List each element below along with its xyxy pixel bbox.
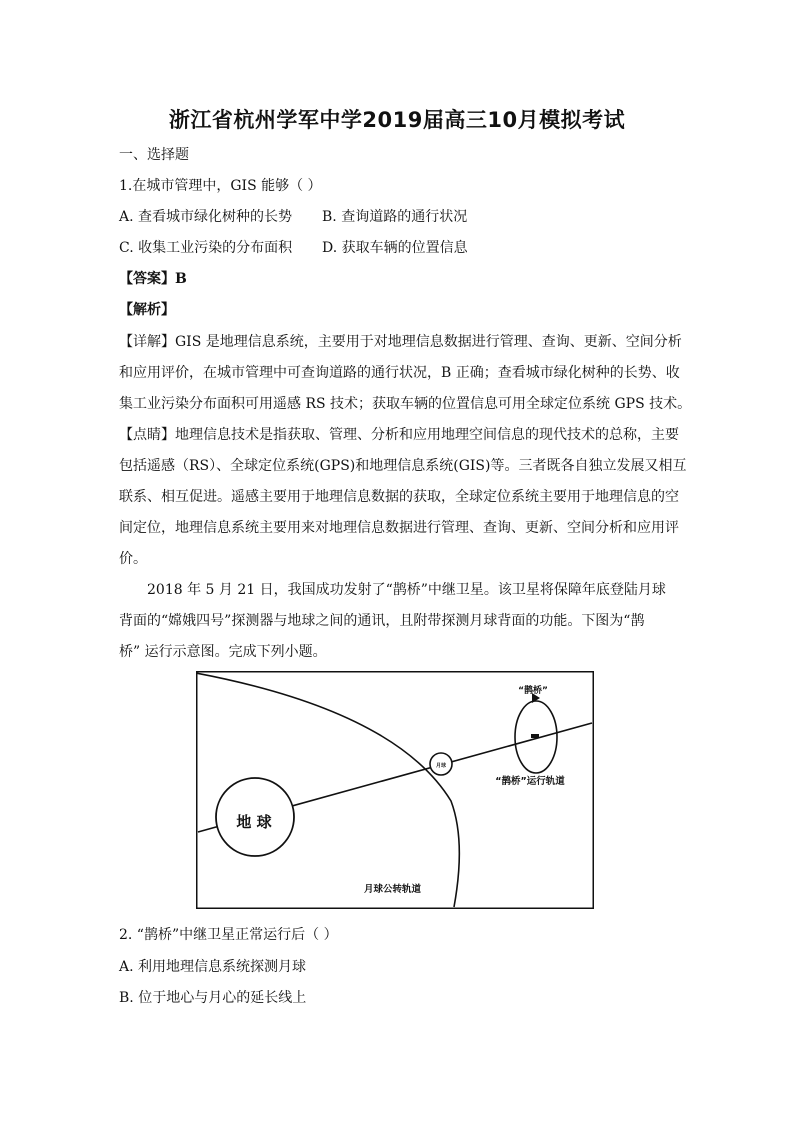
q1-detail-line-1: 【详解】GIS 是地理信息系统，主要用于对地理信息数据进行管理、查询、更新、空间分析 [119, 334, 682, 350]
q1-option-a: A. 查看城市绿化树种的长势 [119, 209, 293, 225]
q1-tip-line-5: 价。 [119, 551, 147, 567]
q1-detail-line-3: 集工业污染分布面积可用遥感 RS 技术；获取车辆的位置信息可用全球定位系统 GPS 技术。 [119, 396, 692, 412]
q2-stem: 2. “鹊桥”中继卫星正常运行后（ ） [119, 927, 338, 943]
satellite-marker [531, 734, 539, 738]
q1-option-d: D. 获取车辆的位置信息 [322, 240, 468, 256]
section-heading: 一、选择题 [119, 147, 189, 163]
queqiao-orbit-diagram [196, 671, 594, 909]
q1-tip-line-4: 间定位，地理信息系统主要用来对地理信息数据进行管理、查询、更新、空间分析和应用评 [119, 520, 679, 536]
satellite-label: “鹊桥” [518, 686, 548, 696]
q1-answer: 【答案】B [119, 271, 187, 287]
q1-option-c: C. 收集工业污染的分布面积 [119, 240, 293, 256]
q1-tip-line-1: 【点睛】地理信息技术是指获取、管理、分析和应用地理空间信息的现代技术的总称，主要 [119, 427, 679, 443]
passage-line-3: 桥” 运行示意图。完成下列小题。 [119, 644, 327, 660]
q1-detail-line-2: 和应用评价，在城市管理中可查询道路的通行状况，B 正确；查看城市绿化树种的长势、收 [119, 365, 680, 381]
q1-stem: 1.在城市管理中，GIS 能够（ ） [119, 178, 322, 194]
document-title: 浙江省杭州学军中学2019届高三10月模拟考试 [168, 108, 626, 132]
satellite-orbit-label: “鹊桥”运行轨道 [495, 776, 565, 787]
q1-option-b: B. 查询道路的通行状况 [322, 209, 468, 225]
q1-analysis-heading: 【解析】 [119, 302, 175, 318]
q2-option-a: A. 利用地理信息系统探测月球 [119, 959, 307, 975]
moon-label: 月球 [435, 763, 447, 769]
moon-orbit-label: 月球公转轨道 [364, 884, 422, 895]
q1-tip-line-3: 联系、相互促进。遥感主要用于地理信息数据的获取，全球定位系统主要用于地理信息的空 [119, 489, 679, 505]
earth-label: 地 球 [236, 813, 272, 831]
q1-tip-line-2: 包括遥感（RS）、全球定位系统(GPS)和地理信息系统(GIS)等。三者既各自独立发展又相互 [119, 458, 687, 474]
passage-line-2: 背面的“嫦娥四号”探测器与地球之间的通讯，且附带探测月球背面的功能。下图为“鹊 [119, 613, 645, 629]
passage-line-1: 2018 年 5 月 21 日，我国成功发射了“鹊桥”中继卫星。该卫星将保障年底登陆月球 [147, 582, 666, 598]
q2-option-b: B. 位于地心与月心的延长线上 [119, 990, 307, 1006]
